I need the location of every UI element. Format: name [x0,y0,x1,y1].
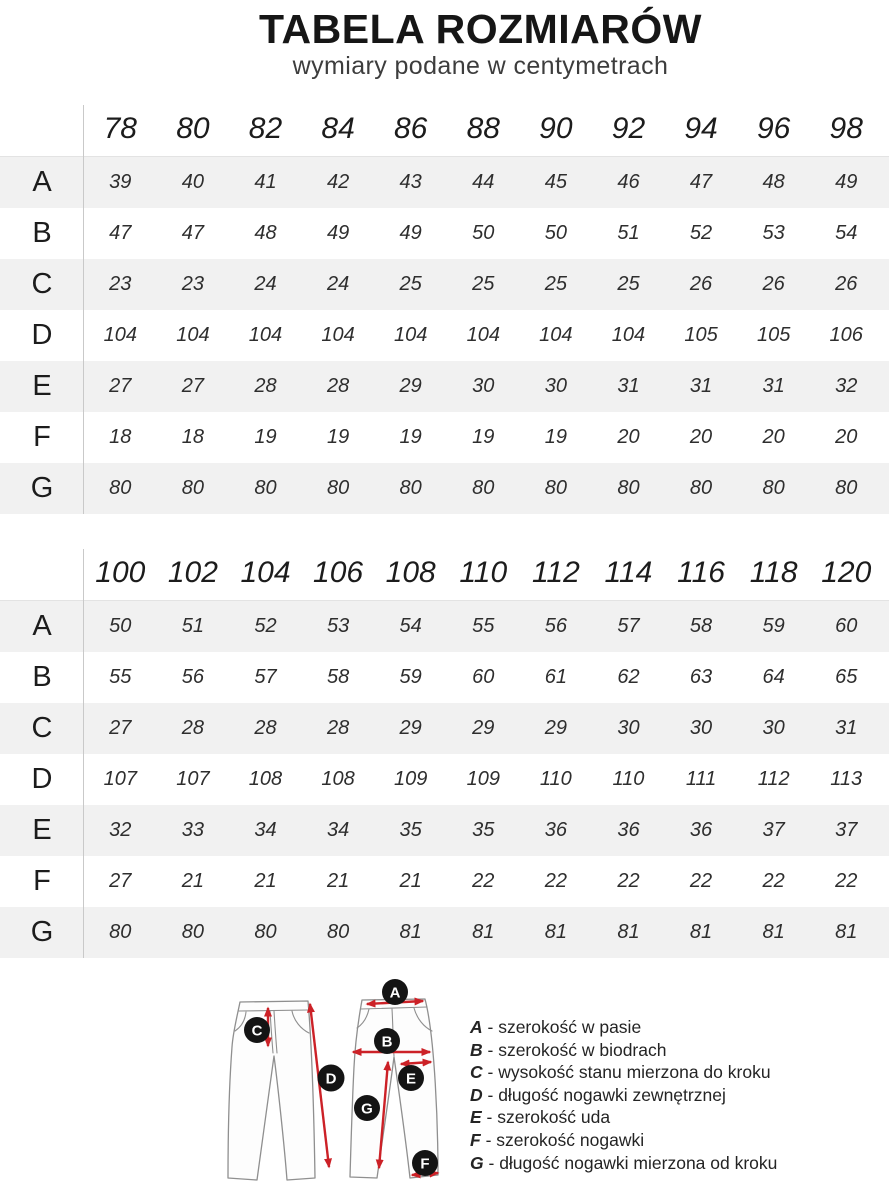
measurement-cell: 34 [254,819,277,841]
legend-text: szerokość nogawki [496,1129,645,1150]
legend-separator: - [482,1062,499,1083]
measurement-cell: 45 [544,171,567,193]
measurement-cell: 23 [109,273,132,295]
row-label-C: C [31,712,53,744]
measurement-cell: 25 [472,273,495,295]
row-label-A: A [32,166,52,198]
measurement-cell: 104 [248,324,283,346]
size-column-header: 98 [829,112,863,145]
measurement-cell: 28 [254,717,277,739]
measurement-cell: 65 [835,666,858,688]
table-row-B [0,652,889,703]
measurement-cell: 105 [684,324,718,346]
measurement-cell: 20 [762,426,785,448]
size-column-header: 78 [103,112,137,145]
measurement-cell: 21 [254,870,277,892]
measurement-cell: 24 [254,273,277,295]
size-column-header: 86 [393,112,428,145]
measurement-cell: 19 [472,426,495,448]
row-label-G: G [30,916,54,948]
table-row-F [0,856,889,907]
svg-text:E: E [405,1070,417,1088]
measurement-cell: 46 [617,171,640,193]
legend-text: wysokość stanu mierzona do kroku [498,1062,771,1083]
measurement-cell: 62 [617,666,640,688]
legend-key: D [470,1084,483,1105]
measurement-cell: 105 [756,324,791,346]
measurement-cell: 80 [181,921,205,943]
measurement-cell: 44 [472,171,495,193]
measurement-cell: 109 [466,768,500,790]
legend-key: A [470,1017,483,1037]
measurement-cell: 81 [617,921,640,943]
svg-text:D: D [325,1070,337,1088]
measurement-cell: 29 [399,717,422,739]
legend-separator: - [480,1129,497,1150]
row-label-F: F [33,421,51,453]
row-label-B: B [32,217,52,249]
measurement-cell: 20 [835,426,858,448]
measurement-cell: 28 [181,717,205,739]
legend-item-A [470,1016,777,1039]
badge-E [398,1065,424,1091]
measurement-cell: 80 [617,477,640,499]
measurement-cell: 55 [109,666,132,688]
size-column-header: 104 [240,556,291,589]
measurement-cell: 47 [689,171,713,193]
measurement-cell: 58 [326,666,350,688]
measurement-cell: 30 [472,375,495,397]
table-row-E [0,361,889,412]
size-column-header: 96 [756,112,791,145]
size-table-100-120 [0,546,889,958]
measurement-cell: 29 [472,717,495,739]
legend-item-D [470,1084,777,1107]
measurement-cell: 81 [835,921,858,943]
measurement-cell: 108 [248,768,283,790]
measurement-cell: 36 [544,819,567,841]
measurement-cell: 36 [689,819,713,841]
measurement-cell: 47 [109,222,132,244]
measurement-cell: 18 [181,426,205,448]
size-column-header: 118 [749,556,798,589]
measurement-cell: 58 [689,615,713,637]
measurement-cell: 80 [254,921,277,943]
page-title: TABELA ROZMIARÓW [259,6,702,52]
svg-text:C: C [251,1022,263,1040]
measurement-cell: 19 [254,426,277,448]
table-row-G [0,463,889,514]
measurement-cell: 30 [544,375,567,397]
table-row-C [0,259,889,310]
measurement-cell: 51 [181,615,205,637]
size-column-header: 92 [611,112,646,145]
table-row-G [0,907,889,958]
measurement-cell: 30 [689,717,713,739]
measurement-cell: 27 [109,717,132,739]
badge-A [382,979,408,1005]
measurement-cell: 80 [181,477,205,499]
measurement-cell: 37 [762,819,785,841]
size-column-header: 102 [167,556,218,589]
measurement-cell: 25 [617,273,640,295]
measurement-cell: 56 [181,666,205,688]
measurement-cell: 64 [762,666,785,688]
legend-separator: - [481,1107,498,1128]
measurement-cell: 25 [544,273,567,295]
measurement-cell: 26 [762,273,785,295]
size-column-header: 106 [313,556,364,589]
measurement-cell: 36 [617,819,640,841]
measurement-cell: 104 [176,324,210,346]
measurement-cell: 50 [109,615,132,637]
measurement-cell: 37 [835,819,858,841]
measurement-cell: 112 [757,768,790,790]
table-row-D [0,310,889,361]
measurement-cell: 59 [762,615,785,637]
measurement-cell: 25 [399,273,422,295]
measurement-cell: 50 [544,222,567,244]
measurement-cell: 54 [399,615,422,637]
pants-front-figure [228,1001,315,1180]
table-row-A [0,157,889,208]
svg-text:G: G [361,1100,373,1118]
size-table-78-98 [0,102,889,514]
measurement-cell: 22 [617,870,640,892]
measurement-cell: 80 [762,477,785,499]
measurement-cell: 55 [472,615,495,637]
measurement-cell: 33 [181,819,205,841]
legend-text: szerokość w pasie [498,1017,642,1037]
table-row-B [0,208,889,259]
measurement-cell: 106 [829,324,863,346]
measurement-cell: 41 [254,171,277,193]
measurement-cell: 104 [539,324,573,346]
measurement-cell: 108 [321,768,355,790]
measurement-cell: 104 [321,324,355,346]
size-column-header: 114 [604,556,653,589]
measurement-cell: 51 [617,222,640,244]
measurement-cell: 80 [472,477,495,499]
measurement-cell: 63 [689,666,713,688]
page-header [0,8,889,81]
measurement-cell: 80 [326,921,350,943]
measurement-cell: 81 [762,921,785,943]
svg-text:A: A [389,984,401,1002]
measurement-cell: 104 [611,324,646,346]
legend-key: C [470,1062,483,1083]
row-label-C: C [31,268,53,300]
measurement-cell: 30 [617,717,640,739]
measurement-cell: 21 [181,870,205,892]
size-column-header: 120 [821,556,872,589]
svg-text:F: F [420,1155,430,1173]
measurement-cell: 30 [762,717,785,739]
measurement-cell: 80 [109,477,132,499]
measurement-cell: 31 [617,375,640,397]
measurement-cell: 80 [326,477,350,499]
measurement-cell: 24 [326,273,350,295]
table-row-C [0,703,889,754]
page-subtitle: wymiary podane w centymetrach [292,52,669,81]
measurement-cell: 39 [109,171,132,193]
measurement-cell: 20 [617,426,640,448]
measurement-cell: 56 [544,615,567,637]
measurement-cell: 81 [472,921,495,943]
legend-item-E [470,1106,777,1129]
legend-item-G [470,1152,777,1175]
measurement-cell: 48 [762,171,785,193]
legend-text: szerokość w biodrach [498,1039,667,1060]
measurement-cell: 52 [689,222,713,244]
measurement-cell: 80 [835,477,858,499]
size-column-header: 80 [176,112,210,145]
measurement-cell: 27 [181,375,205,397]
size-column-header: 116 [677,556,725,589]
svg-text:B: B [381,1033,393,1051]
measurement-cell: 49 [326,222,350,244]
legend-item-F [470,1129,777,1152]
measurement-cell: 50 [472,222,495,244]
measurement-cell: 81 [399,921,422,943]
row-label-E: E [32,814,52,846]
legend-text: długość nogawki mierzona od kroku [499,1152,778,1173]
measurement-cell: 104 [393,324,428,346]
measurement-cell: 29 [399,375,422,397]
legend-separator: - [483,1152,500,1173]
measurement-cell: 26 [689,273,713,295]
measurement-cell: 48 [254,222,277,244]
measurement-cell: 32 [109,819,132,841]
measurement-cell: 80 [689,477,713,499]
measurement-cell: 107 [103,768,137,790]
measurement-cell: 111 [685,768,717,790]
table-row-D [0,754,889,805]
measurement-legend [470,1016,777,1174]
measurement-cell: 109 [393,768,428,790]
size-column-header: 110 [459,556,508,589]
measurement-cell: 22 [762,870,785,892]
measurement-cell: 104 [466,324,500,346]
measurement-cell: 57 [617,615,640,637]
badge-C [244,1017,270,1043]
badge-G [354,1095,380,1121]
measurement-cell: 29 [544,717,567,739]
legend-key: F [470,1129,481,1150]
measurement-cell: 22 [544,870,567,892]
measurement-cell: 27 [109,870,132,892]
measurement-cell: 28 [326,717,350,739]
measurement-cell: 81 [544,921,567,943]
row-label-A: A [32,610,52,642]
measurement-cell: 60 [835,615,858,637]
badge-B [374,1028,400,1054]
measurement-cell: 31 [689,375,713,397]
row-label-G: G [30,472,54,504]
legend-item-B [470,1039,777,1062]
size-column-header: 108 [385,556,436,589]
size-header-row [0,102,889,157]
legend-text: długość nogawki zewnętrznej [498,1084,726,1105]
measurement-cell: 80 [544,477,567,499]
table-row-E [0,805,889,856]
measurement-cell: 110 [539,768,572,790]
measurement-cell: 23 [181,273,205,295]
measurement-cell: 52 [254,615,277,637]
measurement-cell: 22 [835,870,858,892]
size-header-row [0,546,889,601]
measurement-cell: 31 [762,375,785,397]
measurement-cell: 20 [689,426,713,448]
measurement-cell: 59 [399,666,422,688]
size-column-header: 84 [321,112,355,145]
measurement-cell: 32 [835,375,858,397]
measurement-cell: 110 [612,768,645,790]
badge-D [318,1065,345,1092]
measurement-cell: 104 [103,324,137,346]
row-label-E: E [32,370,52,402]
size-column-header: 90 [539,112,573,145]
measurement-cell: 40 [181,171,205,193]
measurement-cell: 81 [689,921,713,943]
measurement-cell: 28 [254,375,277,397]
row-label-B: B [32,661,52,693]
measurement-cell: 31 [835,717,858,739]
measurement-cell: 47 [181,222,205,244]
measurement-cell: 80 [109,921,132,943]
measurement-cell: 26 [835,273,858,295]
measurement-cell: 34 [326,819,350,841]
measurement-cell: 28 [326,375,350,397]
measurement-cell: 19 [544,426,567,448]
measurement-cell: 35 [472,819,495,841]
legend-key: G [470,1152,484,1173]
legend-key: B [470,1039,483,1060]
table-row-A [0,601,889,652]
measurement-cell: 53 [762,222,785,244]
legend-item-C [470,1061,777,1084]
measurement-cell: 80 [254,477,277,499]
legend-separator: - [482,1084,499,1105]
size-column-header: 100 [95,556,146,589]
size-column-header: 88 [466,112,500,145]
measurement-cell: 22 [472,870,495,892]
measurement-cell: 49 [399,222,422,244]
pants-measurement-diagram [183,977,468,1189]
measurement-cell: 53 [326,615,350,637]
table-row-F [0,412,889,463]
column-separator-line [83,549,84,958]
column-separator-line [83,105,84,514]
measurement-cell: 19 [326,426,350,448]
measurement-cell: 49 [835,171,858,193]
measurement-cell: 80 [399,477,422,499]
row-label-F: F [33,865,51,897]
measurement-cell: 35 [399,819,422,841]
measurement-cell: 21 [326,870,350,892]
measurement-cell: 57 [254,666,277,688]
size-column-header: 82 [248,112,283,145]
measurement-cell: 113 [830,768,863,790]
measurement-cell: 19 [399,426,422,448]
measurement-cell: 22 [689,870,713,892]
measurement-cell: 21 [399,870,422,892]
size-column-header: 94 [684,112,718,145]
measurement-cell: 54 [835,222,858,244]
legend-separator: - [482,1039,499,1060]
legend-key: E [470,1107,482,1128]
measurement-cell: 43 [399,171,422,193]
measurement-cell: 18 [109,426,132,448]
row-label-D: D [31,763,53,795]
legend-separator: - [482,1017,499,1037]
measurement-cell: 42 [326,171,350,193]
legend-text: szerokość uda [497,1107,611,1128]
measurement-cell: 107 [176,768,210,790]
badge-F [412,1150,438,1176]
size-column-header: 112 [531,556,580,589]
measurement-cell: 60 [472,666,495,688]
measurement-cell: 27 [109,375,132,397]
row-label-D: D [31,319,53,351]
measurement-cell: 61 [544,666,567,688]
